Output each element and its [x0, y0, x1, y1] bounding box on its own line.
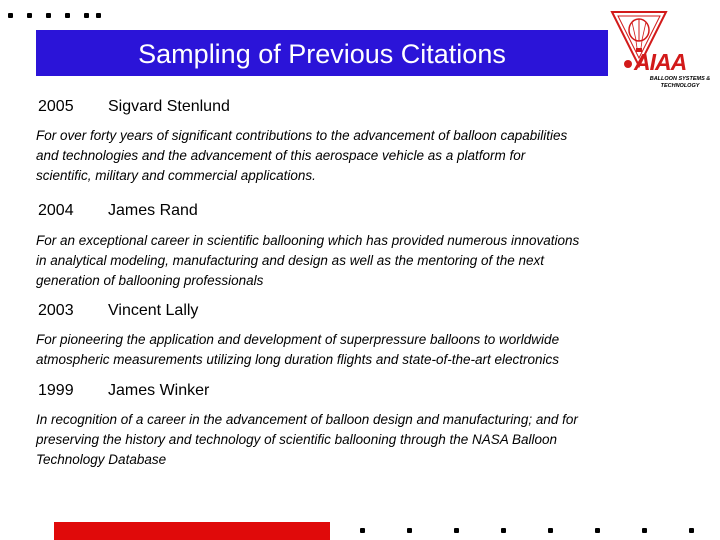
citation-year: 2005 [38, 98, 74, 115]
title-bar [36, 30, 608, 76]
citation-line: For over forty years of significant contributions to the advancement of balloon capabilities [36, 128, 568, 143]
citation-line: atmospheric measurements utilizing long duration flights and state-of-the-art electronics [36, 352, 560, 367]
citation-description [36, 330, 696, 370]
citation-name: James Rand [108, 202, 198, 219]
citation-name: Sigvard Stenlund [108, 98, 230, 115]
citation-description [36, 126, 696, 186]
citation-line: In recognition of a career in the advancement of balloon design and manufacturing; and for [36, 412, 578, 427]
citation-line: For pioneering the application and development of superpressure balloons to worldwide [36, 332, 560, 347]
citation-line: in analytical modeling, manufacturing and design as well as the mentoring of the next [36, 253, 545, 268]
citation-year: 2003 [38, 302, 74, 319]
logo-brand-text: AIAA [634, 49, 687, 75]
citation-description [36, 231, 696, 291]
slide-title: Sampling of Previous Citations [138, 39, 506, 69]
top-decorative-dots [8, 13, 108, 19]
citation-year: 2004 [38, 202, 74, 219]
citation-name: Vincent Lally [108, 302, 199, 319]
citation-year: 1999 [38, 382, 74, 399]
logo-subtitle: BALLOON SYSTEMS & TECHNOLOGY [649, 76, 711, 89]
citation-line: generation of ballooning professionals [36, 273, 264, 288]
citation-description [36, 410, 696, 470]
citation-line: Technology Database [36, 452, 167, 467]
citation-name: James Winker [108, 382, 210, 399]
citation-line: preserving the history and technology of scientific ballooning through the NASA Balloon [36, 432, 558, 447]
bottom-accent-bar [54, 522, 330, 540]
citation-line: For an exceptional career in scientific ballooning which has provided numerous innovations [36, 233, 580, 248]
aiaa-logo [606, 8, 714, 98]
citation-line: scientific, military and commercial applications. [36, 168, 316, 183]
citation-line: and technologies and the advancement of this aerospace vehicle as a platform for [36, 148, 526, 163]
bottom-decorative-dots [360, 528, 710, 534]
